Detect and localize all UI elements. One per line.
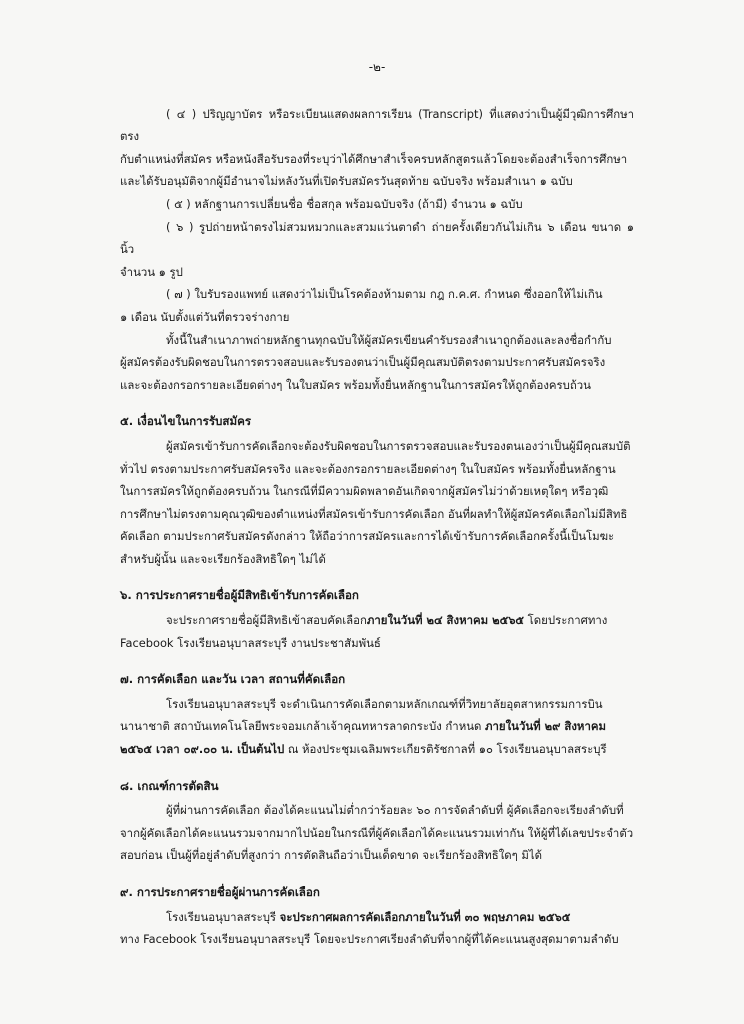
section7-date: ภายในวันที่ ๒๙ สิงหาคม — [485, 719, 606, 734]
note-line2: ผู้สมัครต้องรับผิดชอบในการตรวจสอบและรับรองตนว่าเป็นผู้มีคุณสมบัติตรงตามประกาศรับสมัครจริง — [120, 355, 606, 370]
item5-line: ( ๕ ) หลักฐานการเปลี่ยนชื่อ ชื่อสกุล พร้อมฉบับจริง (ถ้ามี) จำนวน ๑ ฉบับ — [166, 196, 523, 211]
section6-heading: ๖. การประกาศรายชื่อผู้มีสิทธิเข้ารับการคัดเลือก — [120, 588, 359, 603]
section7-heading: ๗. การคัดเลือก และวัน เวลา สถานที่คัดเลือก — [120, 672, 346, 687]
item7-line1: ( ๗ ) ใบรับรองแพทย์ แสดงว่าไม่เป็นโรคต้องห้ามตาม กฎ ก.ค.ศ. กำหนด ซึ่งออกให้ไม่เกิน — [166, 287, 603, 302]
section6-line1-post: โดยประกาศทาง — [524, 613, 608, 628]
section4-items — [120, 103, 634, 397]
section8-line1: ผู้ที่ผ่านการคัดเลือก ต้องได้คะแนนไม่ต่ำกว่าร้อยละ ๖๐ การจัดลำดับที่ ผู้คัดเลือกจะเรียงลำดับที่ — [166, 803, 624, 818]
section5-heading: ๕. เงื่อนไขในการรับสมัคร — [120, 414, 252, 429]
section6-line1 — [120, 609, 634, 632]
item4-line1: ( ๔ ) ปริญญาบัตร หรือระเบียนแสดงผลการเรียน (Transcript) ที่แสดงว่าเป็นผู้มีวุฒิการศึกษาตรง — [120, 106, 634, 144]
section5-line3: ในการสมัครให้ถูกต้องครบถ้วน ในกรณีที่มีความผิดพลาดอันเกิดจากผู้สมัครไม่ว่าด้วยเหตุใดๆ หรือวุฒิ — [120, 484, 609, 499]
item7-line2: ๑ เดือน นับตั้งแต่วันที่ตรวจร่างกาย — [120, 309, 290, 324]
item4-line2: กับตำแหน่งที่สมัคร หรือหนังสือรับรองที่ระบุว่าได้ศึกษาสำเร็จครบหลักสูตรแล้วโดยจะต้องสำเร็จการศึกษา — [120, 151, 628, 166]
section7-line2-pre: นานาชาติ สถาบันเทคโนโลยีพระจอมเกล้าเจ้าคุณทหารลาดกระบัง กำหนด — [120, 719, 486, 734]
section7-time: ๒๕๖๕ เวลา ๐๙.๐๐ น. เป็นต้นไป — [120, 742, 285, 757]
section8-line3: สอบก่อน เป็นผู้ที่อยู่ลำดับที่สูงกว่า การตัดสินถือว่าเป็นเด็ดขาด จะเรียกร้องสิทธิใดๆ มิได้ — [120, 848, 543, 863]
section7 — [120, 668, 634, 760]
note-line1: ทั้งนี้ในสำเนาภาพถ่ายหลักฐานทุกฉบับให้ผู้สมัครเขียนคำรับรองสำเนาถูกต้องและลงชื่อกำกับ — [166, 332, 612, 347]
section7-line3-post: ณ ห้องประชุมเฉลิมพระเกียรติรัชกาลที่ ๑๐ โรงเรียนอนุบาลสระบุรี — [284, 742, 607, 757]
section9 — [120, 881, 634, 951]
section6 — [120, 584, 634, 654]
section8 — [120, 775, 634, 867]
note-line3: และจะต้องกรอกรายละเอียดต่างๆ ในใบสมัคร พร้อมทั้งยื่นหลักฐานในการสมัครให้ถูกต้องครบถ้วน — [120, 377, 591, 392]
section7-line2 — [120, 715, 634, 738]
section6-line2: Facebook โรงเรียนอนุบาลสระบุรี งานประชาสัมพันธ์ — [120, 635, 381, 650]
section5-line5: คัดเลือก ตามประกาศรับสมัครดังกล่าว ให้ถือว่าการสมัครและการได้เข้ารับการคัดเลือกครั้งนี้เป็นโมฆะ — [120, 529, 615, 544]
section9-line2: ทาง Facebook โรงเรียนอนุบาลสระบุรี โดยจะประกาศเรียงลำดับที่จากผู้ที่ได้คะแนนสูงสุดมาตามลำดับ — [120, 932, 619, 947]
section8-heading: ๘. เกณฑ์การตัดสิน — [120, 778, 219, 793]
section5-line2: ทั่วไป ตรงตามประกาศรับสมัครจริง และจะต้องกรอกรายละเอียดต่างๆ ในใบสมัคร พร้อมทั้งยื่นหลักฐาน — [120, 461, 616, 476]
section9-line1-pre: โรงเรียนอนุบาลสระบุรี — [166, 909, 280, 924]
section7-line3 — [120, 738, 634, 761]
section9-line1 — [120, 906, 634, 929]
section7-line1: โรงเรียนอนุบาลสระบุรี จะดำเนินการคัดเลือกตามหลักเกณฑ์ที่วิทยาลัยอุตสาหกรรมการบิน — [166, 696, 603, 711]
section5-line6: สำหรับผู้นั้น และจะเรียกร้องสิทธิใดๆ ไม่ได้ — [120, 551, 326, 566]
page-number: -๒- — [368, 60, 386, 74]
section6-date: ภายในวันที่ ๒๔ สิงหาคม ๒๕๖๕ — [366, 613, 525, 628]
item4-line3: และได้รับอนุมัติจากผู้มีอำนาจไม่หลังวันที่เปิดรับสมัครวันสุดท้าย ฉบับจริง พร้อมสำเนา ๑ ฉบับ — [120, 174, 573, 189]
section5 — [120, 410, 634, 570]
section8-line2: จากผู้คัดเลือกได้คะแนนรวมจากมากไปน้อยในกรณีที่ผู้คัดเลือกได้คะแนนรวมเท่ากัน ให้ผู้ที่ได้เลขประจำตัว — [120, 825, 634, 840]
section5-line1: ผู้สมัครเข้ารับการคัดเลือกจะต้องรับผิดชอบในการตรวจสอบและรับรองตนเองว่าเป็นผู้มีคุณสมบัติ — [166, 438, 631, 453]
section9-announcement: จะประกาศผลการคัดเลือกภายในวันที่ ๓๐ พฤษภาคม ๒๕๖๕ — [279, 909, 571, 924]
item6-line1: ( ๖ ) รูปถ่ายหน้าตรงไม่สวมหมวกและสวมแว่นตาดำ ถ่ายครั้งเดียวกันไม่เกิน ๖ เดือน ขนาด ๑ นิ้ว — [120, 219, 634, 257]
section6-line1-pre: จะประกาศรายชื่อผู้มีสิทธิเข้าสอบคัดเลือก — [166, 613, 367, 628]
section9-heading: ๙. การประกาศรายชื่อผู้ผ่านการคัดเลือก — [120, 885, 320, 899]
item6-line2: จำนวน ๑ รูป — [120, 264, 183, 279]
section5-line4: การศึกษาไม่ตรงตามคุณวุฒิของตำแหน่งที่สมัครเข้ารับการคัดเลือก อันที่ผลทำให้ผู้สมัครคัดเลือกไม่มีสิทธิ — [120, 506, 628, 521]
